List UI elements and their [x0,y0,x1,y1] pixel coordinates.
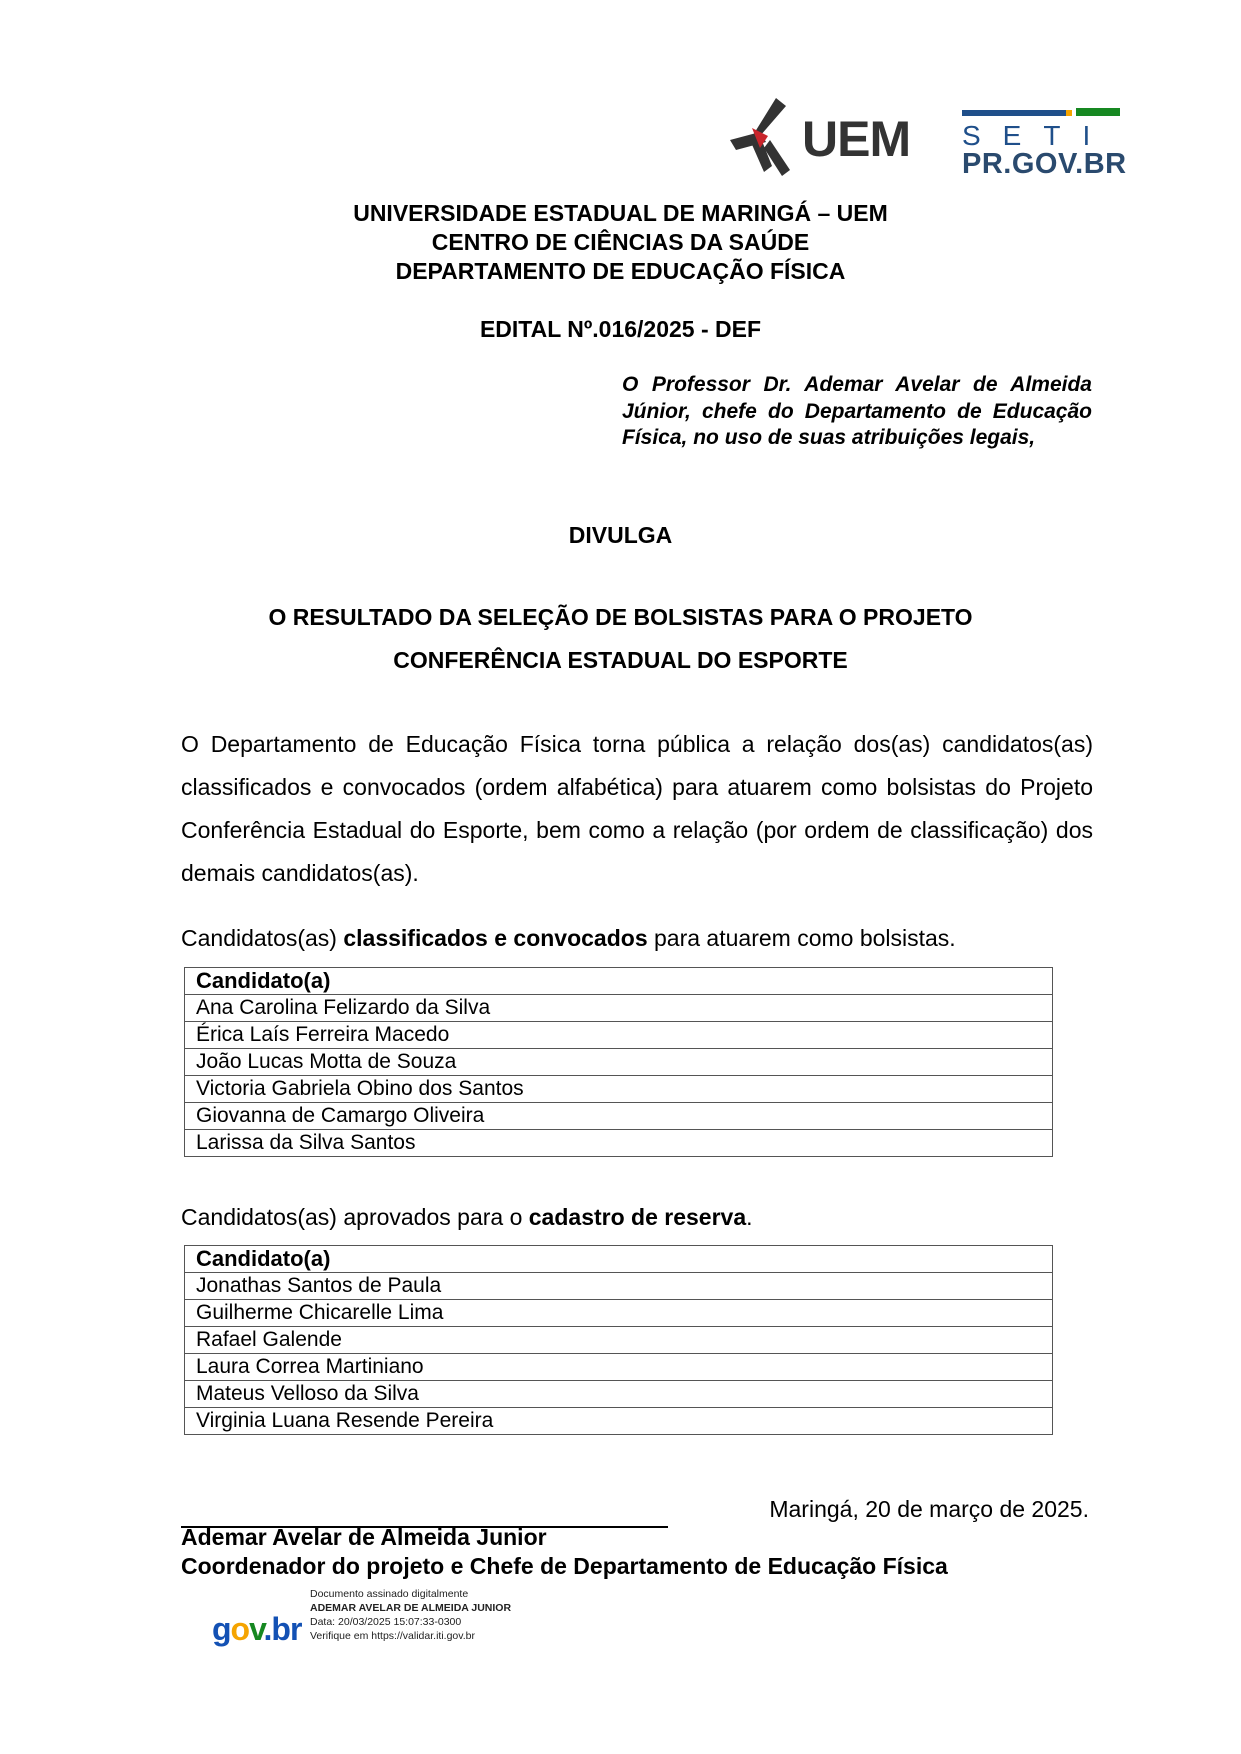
section1-lead-bold: classificados e convocados [343,925,648,951]
candidate-name: Laura Correa Martiniano [185,1354,1053,1381]
header-university: UNIVERSIDADE ESTADUAL DE MARINGÁ – UEM [353,200,888,226]
candidate-name: Guilherme Chicarelle Lima [185,1300,1053,1327]
seti-text: SETI [962,120,1113,151]
signer-name: Ademar Avelar de Almeida Junior [181,1524,547,1550]
subtitle-line-2: CONFERÊNCIA ESTADUAL DO ESPORTE [393,647,848,673]
table-row [185,1381,1053,1408]
section1-lead-tail: para atuarem como bolsistas. [647,925,956,951]
section1-lead [181,925,956,952]
candidate-name: Mateus Velloso da Silva [185,1381,1053,1408]
govbr-line-signed: Documento assinado digitalmente [310,1588,469,1600]
section1-lead-text: Candidatos(as) [181,925,344,951]
govbr-line-name: ADEMAR AVELAR DE ALMEIDA JUNIOR [310,1602,512,1614]
table-header: Candidato(a) [185,1246,1053,1273]
seti-logo [962,108,1127,180]
govbr-line-date: Data: 20/03/2025 15:07:33-0300 [310,1616,462,1628]
preamble: O Professor Dr. Ademar Avelar de Almeida Júnior, chefe do Departamento de Educação Física, no uso de suas atribuições legais, [622,373,1092,449]
candidate-name: João Lucas Motta de Souza [185,1049,1053,1076]
table-row [185,1354,1053,1381]
section2-lead-text: Candidatos(as) aprovados para o [181,1204,529,1230]
subtitle-line-1: O RESULTADO DA SELEÇÃO DE BOLSISTAS PARA O PROJETO [268,604,973,630]
table-header: Candidato(a) [185,968,1053,995]
convocados-table [184,967,1053,1157]
body-paragraph: O Departamento de Educação Física torna pública a relação dos(as) candidatos(as) classificados e convocados (ordem alfabética) para atuarem como bolsistas do Projeto Conferência Estadual do Esporte, bem como a relação (por ordem de classificação) dos demais candidatos(as). [181,731,1093,886]
govbr-logo: gov.br [212,1611,302,1647]
table-row [185,1076,1053,1103]
table-row [185,1130,1053,1157]
edital-title: EDITAL Nº.016/2025 - DEF [479,316,762,342]
header-department: DEPARTAMENTO DE EDUCAÇÃO FÍSICA [395,258,846,284]
header-center: CENTRO DE CIÊNCIAS DA SAÚDE [431,229,810,255]
candidate-name: Érica Laís Ferreira Macedo [185,1022,1053,1049]
candidate-name: Giovanna de Camargo Oliveira [185,1103,1053,1130]
uem-emblem-icon [730,96,810,180]
table-row [185,1327,1053,1354]
table-row [185,1049,1053,1076]
uem-logo [730,96,911,180]
reserva-table [184,1245,1053,1435]
candidate-name: Ana Carolina Felizardo da Silva [185,995,1053,1022]
prgov-text: PR.GOV.BR [962,148,1127,180]
govbr-stamp-text [310,1587,511,1643]
candidate-name: Jonathas Santos de Paula [185,1273,1053,1300]
table-row [185,995,1053,1022]
seti-bars-icon [962,108,1120,118]
table-row [185,1022,1053,1049]
candidate-name: Larissa da Silva Santos [185,1130,1053,1157]
document-date: Maringá, 20 de março de 2025. [769,1496,1089,1522]
institution-header [0,199,1241,286]
table-row [185,1273,1053,1300]
uem-logo-text: UEM [802,111,911,167]
table-row [185,1408,1053,1435]
table-row [185,1300,1053,1327]
candidate-name: Virginia Luana Resende Pereira [185,1408,1053,1435]
section2-lead-tail: . [746,1204,753,1230]
govbr-signature-stamp [212,1587,542,1657]
divulga-heading: DIVULGA [568,522,673,548]
table-row [185,1103,1053,1130]
signer-role: Coordenador do projeto e Chefe de Departamento de Educação Física [181,1553,948,1579]
result-subtitle [0,596,1241,682]
candidate-name: Victoria Gabriela Obino dos Santos [185,1076,1053,1103]
section2-lead-bold: cadastro de reserva [528,1204,747,1230]
candidate-name: Rafael Galende [185,1327,1053,1354]
govbr-line-verify: Verifique em https://validar.iti.gov.br [310,1630,475,1642]
section2-lead [181,1204,753,1231]
